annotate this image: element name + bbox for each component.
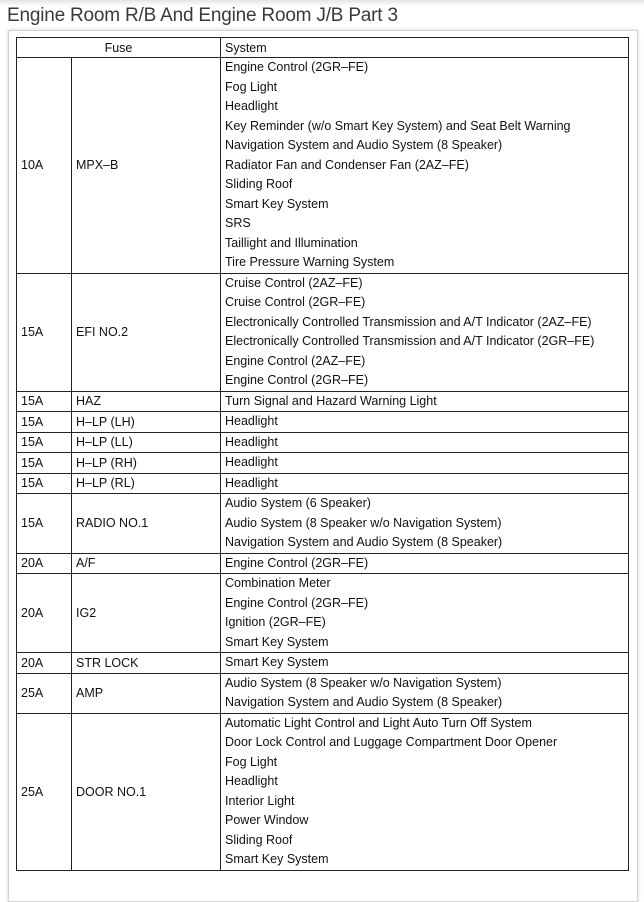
fuse-amperage: 20A <box>17 574 72 653</box>
system-item: Combination Meter <box>225 576 331 590</box>
system-cell <box>221 653 629 674</box>
fuse-amperage: 10A <box>17 58 72 274</box>
fuse-name: RADIO NO.1 <box>72 494 221 554</box>
table-row <box>17 653 629 674</box>
system-item: Electronically Controlled Transmission and A/T Indicator (2AZ–FE) <box>225 314 592 329</box>
system-item: Navigation System and Audio System (8 Speaker) <box>225 535 503 549</box>
fuse-amperage: 20A <box>17 653 72 674</box>
fuse-table <box>16 37 629 871</box>
table-row <box>17 391 629 412</box>
system-cell <box>221 273 629 391</box>
system-item: Door Lock Control and Luggage Compartment Door Opener <box>225 735 558 749</box>
system-item: Power Window <box>225 813 309 827</box>
system-item: Audio System (8 Speaker w/o Navigation System) <box>225 515 502 530</box>
system-item: Audio System (6 Speaker) <box>225 496 371 510</box>
system-cell <box>221 494 629 554</box>
fuse-amperage: 15A <box>17 453 72 474</box>
fuse-name: MPX–B <box>72 58 221 274</box>
fuse-name: H–LP (RL) <box>72 473 221 494</box>
fuse-name: IG2 <box>72 574 221 653</box>
system-cell <box>221 453 629 474</box>
system-item: Headlight <box>225 99 278 113</box>
header-system: System <box>221 38 629 58</box>
system-item: Navigation System and Audio System (8 Speaker) <box>225 138 503 152</box>
system-item: Ignition (2GR–FE) <box>225 615 326 629</box>
table-row <box>17 673 629 713</box>
system-item: Audio System (8 Speaker w/o Navigation System) <box>225 675 502 690</box>
fuse-amperage: 25A <box>17 713 72 870</box>
system-item: Automatic Light Control and Light Auto Turn Off System <box>225 715 532 730</box>
table-row <box>17 494 629 554</box>
system-cell <box>221 713 629 870</box>
system-cell <box>221 574 629 653</box>
table-row <box>17 412 629 433</box>
system-item: Interior Light <box>225 793 295 808</box>
system-cell <box>221 553 629 574</box>
table-row <box>17 574 629 653</box>
fuse-amperage: 15A <box>17 494 72 554</box>
system-item: Engine Control (2GR–FE) <box>225 60 369 74</box>
system-item: Smart Key System <box>225 852 329 866</box>
header-row <box>17 38 629 58</box>
system-item: Engine Control (2AZ–FE) <box>225 353 366 368</box>
system-item: Smart Key System <box>225 196 329 211</box>
system-item: SRS <box>225 216 251 230</box>
fuse-amperage: 15A <box>17 473 72 494</box>
table-row <box>17 473 629 494</box>
system-cell <box>221 473 629 494</box>
fuse-name: DOOR NO.1 <box>72 713 221 870</box>
table-row <box>17 713 629 870</box>
fuse-amperage: 15A <box>17 273 72 391</box>
system-cell <box>221 412 629 433</box>
fuse-name: STR LOCK <box>72 653 221 674</box>
system-item: Headlight <box>225 475 278 490</box>
system-item: Engine Control (2GR–FE) <box>225 595 369 610</box>
system-item: Fog Light <box>225 754 278 769</box>
fuse-name: EFI NO.2 <box>72 273 221 391</box>
system-item: Key Reminder (w/o Smart Key System) and Seat Belt Warning <box>225 118 571 133</box>
system-item: Fog Light <box>225 79 278 94</box>
system-item: Sliding Roof <box>225 832 293 847</box>
system-item: Navigation System and Audio System (8 Speaker) <box>225 695 503 709</box>
system-item: Headlight <box>225 414 278 428</box>
fuse-amperage: 25A <box>17 673 72 713</box>
page-title: Engine Room R/B And Engine Room J/B Part 3 <box>7 5 398 26</box>
table-row <box>17 273 629 391</box>
table-row <box>17 553 629 574</box>
system-item: Smart Key System <box>225 634 329 649</box>
system-item: Turn Signal and Hazard Warning Light <box>225 393 437 408</box>
fuse-amperage: 15A <box>17 412 72 433</box>
header-fuse: Fuse <box>17 38 221 58</box>
system-item: Headlight <box>225 774 278 788</box>
system-item: Cruise Control (2AZ–FE) <box>225 275 363 290</box>
system-item: Electronically Controlled Transmission and A/T Indicator (2GR–FE) <box>225 334 595 348</box>
table-row <box>17 432 629 453</box>
system-cell <box>221 673 629 713</box>
fuse-name: A/F <box>72 553 221 574</box>
system-cell <box>221 58 629 274</box>
system-item: Tire Pressure Warning System <box>225 255 395 269</box>
fuse-name: H–LP (LH) <box>72 412 221 433</box>
system-item: Smart Key System <box>225 655 329 669</box>
fuse-amperage: 15A <box>17 432 72 453</box>
table-row <box>17 453 629 474</box>
fuse-name: AMP <box>72 673 221 713</box>
system-cell <box>221 391 629 412</box>
system-item: Sliding Roof <box>225 177 293 191</box>
system-item: Headlight <box>225 455 278 469</box>
fuse-name: H–LP (RH) <box>72 453 221 474</box>
fuse-name: H–LP (LL) <box>72 432 221 453</box>
fuse-amperage: 15A <box>17 391 72 412</box>
system-item: Engine Control (2GR–FE) <box>225 555 369 570</box>
table-row <box>17 58 629 274</box>
system-item: Cruise Control (2GR–FE) <box>225 295 366 309</box>
fuse-amperage: 20A <box>17 553 72 574</box>
fuse-name: HAZ <box>72 391 221 412</box>
system-item: Taillight and Illumination <box>225 235 358 250</box>
system-cell <box>221 432 629 453</box>
system-item: Headlight <box>225 434 278 449</box>
system-item: Engine Control (2GR–FE) <box>225 373 369 387</box>
system-item: Radiator Fan and Condenser Fan (2AZ–FE) <box>225 157 469 172</box>
